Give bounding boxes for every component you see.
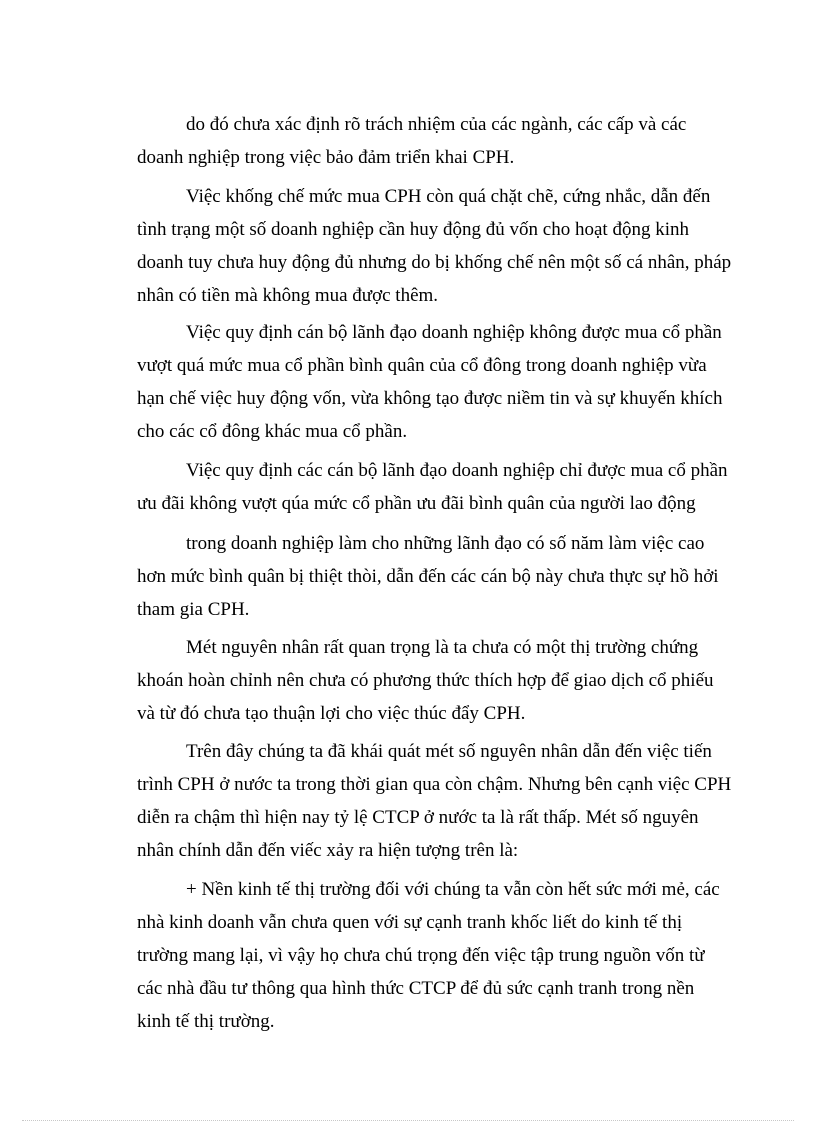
text-line: các nhà đầu tư thông qua hình thức CTCP để đủ sức cạnh tranh trong nền xyxy=(137,978,695,999)
text-line: hạn chế việc huy động vốn, vừa không tạo được niềm tin và sự khuyến khích xyxy=(137,388,723,409)
page-bottom-divider xyxy=(22,1120,794,1121)
text-line: diễn ra chậm thì hiện nay tỷ lệ CTCP ở nước ta là rất thấp. Mét số nguyên xyxy=(137,807,699,828)
text-line: nhân chính dẫn đến viếc xảy ra hiện tượng trên là: xyxy=(137,840,519,861)
text-line: trong doanh nghiệp làm cho những lãnh đạo có số năm làm việc cao xyxy=(186,533,705,554)
text-line: vượt quá mức mua cổ phần bình quân của cổ đông trong doanh nghiệp vừa xyxy=(137,355,707,376)
text-line: tham gia CPH. xyxy=(137,599,250,620)
text-line: khoán hoàn chỉnh nên chưa có phương thức thích hợp để giao dịch cổ phiếu xyxy=(137,670,714,691)
text-line: nhà kinh doanh vẫn chưa quen với sự cạnh tranh khốc liết do kinh tế thị xyxy=(137,912,683,933)
text-line: trình CPH ở nước ta trong thời gian qua còn chậm. Nhưng bên cạnh việc CPH xyxy=(137,774,732,795)
text-line: Việc khống chế mức mua CPH còn quá chặt chẽ, cứng nhắc, dẫn đến xyxy=(186,186,711,207)
text-line: do đó chưa xác định rõ trách nhiệm của các ngành, các cấp và các xyxy=(186,114,687,135)
text-line: hơn mức bình quân bị thiệt thòi, dẫn đến các cán bộ này chưa thực sự hồ hởi xyxy=(137,566,719,587)
text-line: cho các cổ đông khác mua cổ phần. xyxy=(137,421,408,442)
text-line: Việc quy định cán bộ lãnh đạo doanh nghiệp không được mua cổ phần xyxy=(186,322,722,343)
text-line: trường mang lại, vì vậy họ chưa chú trọng đến việc tập trung nguồn vốn từ xyxy=(137,945,705,966)
text-line: Việc quy định các cán bộ lãnh đạo doanh nghiệp chỉ được mua cổ phần xyxy=(186,460,728,481)
text-line: kinh tế thị trường. xyxy=(137,1011,275,1032)
text-line: nhân có tiền mà không mua được thêm. xyxy=(137,285,439,306)
text-line: + Nền kinh tế thị trường đối với chúng ta vẫn còn hết sức mới mẻ, các xyxy=(186,879,720,900)
text-line: Mét nguyên nhân rất quan trọng là ta chưa có một thị trường chứng xyxy=(186,637,699,658)
text-line: ưu đãi không vượt qúa mức cổ phần ưu đãi bình quân của người lao động xyxy=(137,493,696,514)
text-line: Trên đây chúng ta đã khái quát mét số nguyên nhân dẫn đến việc tiến xyxy=(186,741,712,762)
text-line: tình trạng một số doanh nghiệp cần huy động đủ vốn cho hoạt động kinh xyxy=(137,219,689,240)
text-line: và từ đó chưa tạo thuận lợi cho việc thúc đẩy CPH. xyxy=(137,703,526,724)
text-line: doanh tuy chưa huy động đủ nhưng do bị khống chế nên một số cá nhân, pháp xyxy=(137,252,732,273)
text-line: doanh nghiệp trong việc bảo đảm triển khai CPH. xyxy=(137,147,515,168)
